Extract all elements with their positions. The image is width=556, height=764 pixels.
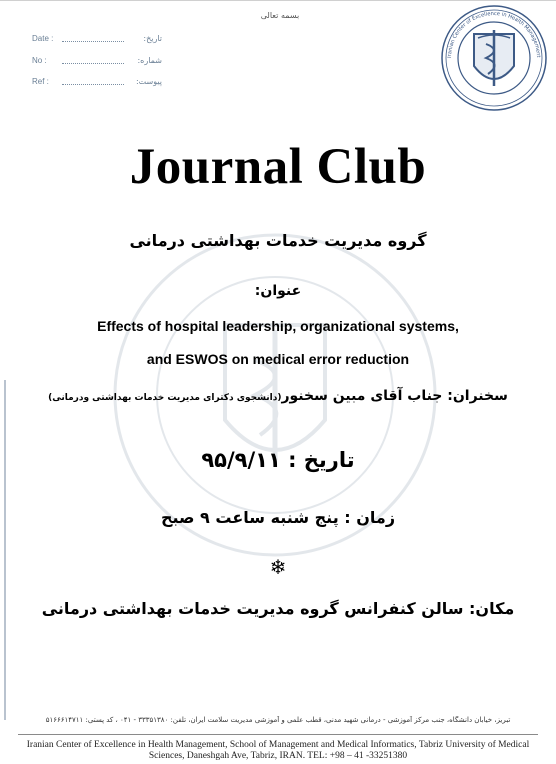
- subject-label: عنوان:: [254, 283, 302, 299]
- number-field-label-fa: شماره:: [137, 56, 162, 65]
- department-name: گروه مدیریت خدمات بهداشتی درمانی: [129, 231, 427, 250]
- ref-field-line: [62, 84, 124, 85]
- speaker-name: سخنران: جناب آقای مبین سخنور: [281, 388, 508, 404]
- subject-line-2: and ESWOS on medical error reduction: [146, 351, 410, 367]
- separator-ornament: ❄: [269, 555, 287, 579]
- date-field: [32, 32, 162, 46]
- ref-field-label-fa: پیوست:: [135, 77, 162, 86]
- date-field-label-fa: تاریخ:: [143, 34, 162, 43]
- event-time: زمان : پنج شنبه ساعت ۹ صبح: [160, 508, 396, 527]
- speaker-note: (دانشجوی دکترای مدیریت خدمات بهداشتی ودرمانی): [48, 393, 282, 403]
- number-field: [32, 54, 162, 68]
- basmala-heading: بسمه تعالی: [260, 11, 300, 20]
- event-date: تاریخ : ۹۵/۹/۱۱: [201, 448, 355, 472]
- ref-field: [32, 75, 162, 89]
- date-field-label-en: Date :: [32, 34, 54, 43]
- event-place: مکان: سالن کنفرانس گروه مدیریت خدمات بهداشتی درمانی: [41, 599, 515, 618]
- left-margin-rule: [4, 380, 6, 720]
- footer-address-en: Iranian Center of Excellence in Health Management, School of Management and Medical Informatics, Tabriz University of Medical Sciences, Daneshgah Ave, Tabriz, IRAN. TEL: +98 – 41 -33251380: [26, 740, 530, 761]
- speaker-line: [0, 388, 556, 404]
- footer-divider: [18, 734, 538, 735]
- ref-field-label-en: Ref :: [32, 77, 49, 86]
- date-field-line: [62, 41, 124, 42]
- top-border: [0, 0, 556, 1]
- number-field-line: [62, 63, 124, 64]
- caduceus-emblem-icon: [440, 4, 548, 112]
- subject-line-1: Effects of hospital leadership, organizational systems,: [97, 318, 459, 334]
- footer-address-fa: تبریز، خیابان دانشگاه، جنب مرکز آموزشی - درمانی شهید مدنی، قطب علمی و آموزشی مدیریت سلامت ایران، تلفن: ۳۳۳۵۱۳۸۰ - ۰۴۱ ، کد پستی: ۵۱۶۶۶۱۴۷۱۱: [45, 716, 511, 724]
- page-title: Journal Club: [129, 139, 427, 195]
- logo-ring-text: Iranian Center of Excellence in Health Management: [446, 10, 542, 59]
- number-field-label-en: No :: [32, 56, 47, 65]
